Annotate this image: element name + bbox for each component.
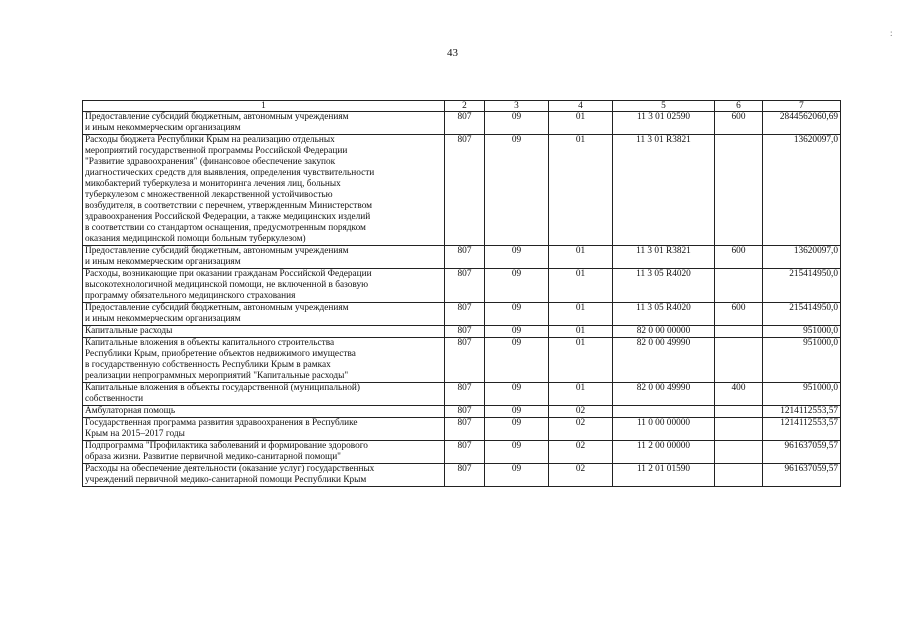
cell-col4: 02 (549, 464, 613, 487)
column-header: 5 (613, 101, 715, 112)
cell-col5: 11 0 00 00000 (613, 418, 715, 441)
cell-col4: 01 (549, 135, 613, 246)
amount-cell: 961637059,57 (763, 464, 841, 487)
table-row (83, 406, 841, 418)
amount-cell: 215414950,0 (763, 269, 841, 303)
page-number: 43 (447, 47, 458, 59)
cell-col4: 02 (549, 441, 613, 464)
cell-col2: 807 (445, 338, 485, 383)
amount-cell: 951000,0 (763, 383, 841, 406)
cell-col2: 807 (445, 303, 485, 326)
cell-col6 (715, 464, 763, 487)
edge-mark: : (890, 28, 893, 38)
row-name-cell: Подпрограмма "Профилактика заболеваний и формирование здорового образа жизни. Развитие первичной медико-санитарной помощи" (83, 441, 445, 464)
cell-col4: 02 (549, 406, 613, 418)
row-name-cell: Предоставление субсидий бюджетным, автономным учреждениям и иным некоммерческим организациям (83, 246, 445, 269)
table-row (83, 418, 841, 441)
header-row (83, 101, 841, 112)
amount-cell: 13620097,0 (763, 135, 841, 246)
cell-col5: 82 0 00 49990 (613, 338, 715, 383)
cell-col2: 807 (445, 326, 485, 338)
cell-col6: 600 (715, 246, 763, 269)
column-header: 4 (549, 101, 613, 112)
amount-cell: 215414950,0 (763, 303, 841, 326)
cell-col6: 400 (715, 383, 763, 406)
cell-col3: 09 (485, 112, 549, 135)
table-row (83, 338, 841, 383)
amount-cell: 961637059,57 (763, 441, 841, 464)
table-row (83, 112, 841, 135)
cell-col3: 09 (485, 246, 549, 269)
row-name-cell: Предоставление субсидий бюджетным, автономным учреждениям и иным некоммерческим организациям (83, 112, 445, 135)
table-row (83, 269, 841, 303)
cell-col4: 02 (549, 418, 613, 441)
table-row (83, 246, 841, 269)
cell-col5: 11 3 05 R4020 (613, 303, 715, 326)
cell-col3: 09 (485, 269, 549, 303)
cell-col4: 01 (549, 383, 613, 406)
cell-col3: 09 (485, 406, 549, 418)
cell-col6 (715, 418, 763, 441)
cell-col6 (715, 406, 763, 418)
cell-col4: 01 (549, 338, 613, 383)
column-header: 2 (445, 101, 485, 112)
cell-col5: 82 0 00 00000 (613, 326, 715, 338)
cell-col2: 807 (445, 112, 485, 135)
cell-col5: 11 3 01 02590 (613, 112, 715, 135)
cell-col5: 11 2 00 00000 (613, 441, 715, 464)
cell-col5: 11 3 01 R3821 (613, 246, 715, 269)
cell-col3: 09 (485, 303, 549, 326)
cell-col5: 82 0 00 49990 (613, 383, 715, 406)
cell-col2: 807 (445, 464, 485, 487)
cell-col6 (715, 441, 763, 464)
row-name-cell: Капитальные вложения в объекты капитального строительства Республики Крым, приобретение объектов недвижимого имущества в государственную собственность Республики Крым в рамках реализации непрограммных мероприятий "Капитальные расходы" (83, 338, 445, 383)
cell-col3: 09 (485, 418, 549, 441)
cell-col5 (613, 406, 715, 418)
row-name-cell: Капитальные вложения в объекты государственной (муниципальной) собственности (83, 383, 445, 406)
column-header: 3 (485, 101, 549, 112)
cell-col4: 01 (549, 246, 613, 269)
amount-cell: 951000,0 (763, 338, 841, 383)
cell-col6: 600 (715, 303, 763, 326)
table-row (83, 326, 841, 338)
amount-cell: 1214112553,57 (763, 418, 841, 441)
table-row (83, 135, 841, 246)
cell-col6 (715, 135, 763, 246)
row-name-cell: Государственная программа развития здравоохранения в Республике Крым на 2015–2017 годы (83, 418, 445, 441)
cell-col4: 01 (549, 112, 613, 135)
row-name-cell: Предоставление субсидий бюджетным, автономным учреждениям и иным некоммерческим организациям (83, 303, 445, 326)
cell-col2: 807 (445, 406, 485, 418)
row-name-cell: Амбулаторная помощь (83, 406, 445, 418)
cell-col2: 807 (445, 418, 485, 441)
column-header: 7 (763, 101, 841, 112)
cell-col5: 11 2 01 01590 (613, 464, 715, 487)
cell-col2: 807 (445, 269, 485, 303)
row-name-cell: Расходы бюджета Республики Крым на реализацию отдельных мероприятий государственной программы Российской Федерации "Развитие здравоохранения" (финансовое обеспечение закупок диагностических средств для выявления, определения чувствительности микобактерий туберкулеза и мониторинга лечения лиц, больных туберкулезом с множественной лекарственной устойчивостью возбудителя, в соответствии с перечнем, утвержденным Министерством здравоохранения Российской Федерации, а также медицинских изделий в соответствии со стандартом оснащения, предусмотренным порядком оказания медицинской помощи больным туберкулезом) (83, 135, 445, 246)
cell-col4: 01 (549, 326, 613, 338)
amount-cell: 13620097,0 (763, 246, 841, 269)
cell-col5: 11 3 01 R3821 (613, 135, 715, 246)
cell-col6 (715, 326, 763, 338)
row-name-cell: Капитальные расходы (83, 326, 445, 338)
cell-col4: 01 (549, 303, 613, 326)
cell-col3: 09 (485, 441, 549, 464)
cell-col6 (715, 338, 763, 383)
row-name-cell: Расходы на обеспечение деятельности (оказание услуг) государственных учреждений первичной медико-санитарной помощи Республики Крым (83, 464, 445, 487)
cell-col6: 600 (715, 112, 763, 135)
cell-col6 (715, 269, 763, 303)
table-row (83, 383, 841, 406)
table-row (83, 303, 841, 326)
cell-col2: 807 (445, 246, 485, 269)
amount-cell: 2844562060,69 (763, 112, 841, 135)
cell-col3: 09 (485, 464, 549, 487)
column-header: 6 (715, 101, 763, 112)
amount-cell: 951000,0 (763, 326, 841, 338)
cell-col2: 807 (445, 383, 485, 406)
cell-col2: 807 (445, 441, 485, 464)
cell-col5: 11 3 05 R4020 (613, 269, 715, 303)
table-row (83, 464, 841, 487)
column-header: 1 (83, 101, 445, 112)
cell-col3: 09 (485, 383, 549, 406)
budget-table (82, 100, 841, 487)
cell-col3: 09 (485, 135, 549, 246)
cell-col2: 807 (445, 135, 485, 246)
table-row (83, 441, 841, 464)
row-name-cell: Расходы, возникающие при оказании гражданам Российской Федерации высокотехнологичной медицинской помощи, не включенной в базовую программу обязательного медицинского страхования (83, 269, 445, 303)
cell-col4: 01 (549, 269, 613, 303)
cell-col3: 09 (485, 326, 549, 338)
amount-cell: 1214112553,57 (763, 406, 841, 418)
cell-col3: 09 (485, 338, 549, 383)
